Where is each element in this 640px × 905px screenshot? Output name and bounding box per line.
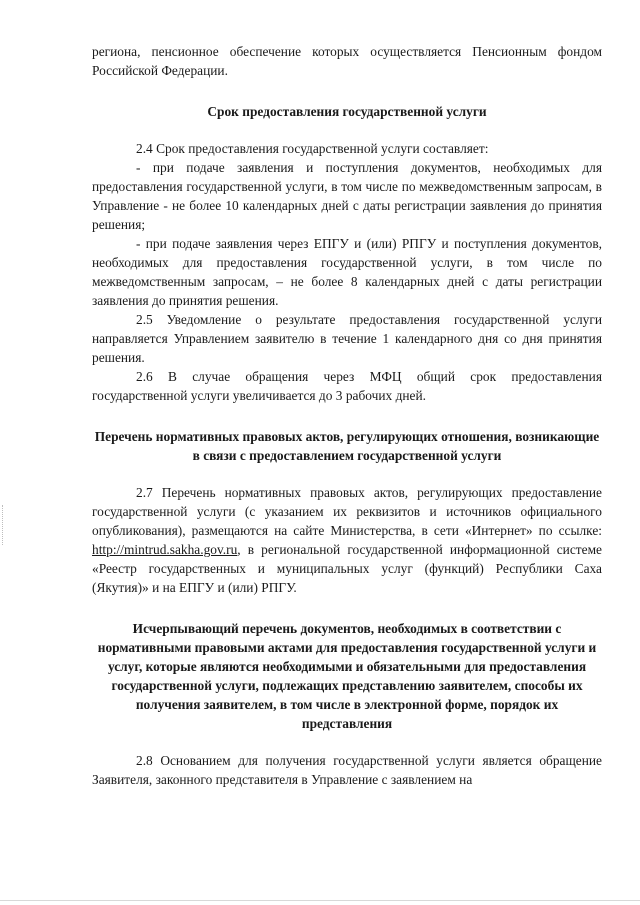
- document-page: [92, 42, 602, 789]
- ministry-site-link[interactable]: http://mintrud.sakha.gov.ru: [92, 542, 238, 557]
- paragraph-2-7-text-end: , в региональной государственной информационной системе «Реестр государственных и муниципальных услуг (функций) Республики Саха (Якутия)» и на ЕПГУ и (или) РПГУ.: [92, 542, 602, 595]
- paragraph-2-4-dash-1: - при подаче заявления и поступления документов, необходимых для предоставления государственной услуги, в том числе по межведомственным запросам, в Управление - не более 10 календарных дней с даты регистрации заявления до принятия решения;: [92, 160, 602, 232]
- heading-service-term: Срок предоставления государственной услуги: [207, 104, 487, 119]
- paragraph-2-8: 2.8 Основанием для получения государственной услуги является обращение Заявителя, законного представителя в Управление с заявлением на: [92, 753, 602, 787]
- paragraph-2-5: 2.5 Уведомление о результате предоставления государственной услуги направляется Управлением заявителю в течение 1 календарного дня со дня принятия решения.: [92, 312, 602, 365]
- paragraph-2-6: 2.6 В случае обращения через МФЦ общий срок предоставления государственной услуги увеличивается до 3 рабочих дней.: [92, 369, 602, 403]
- paragraph-2-4-dash-2: - при подаче заявления через ЕПГУ и (или) РПГУ и поступления документов, необходимых для предоставления государственной услуги, в том числе по межведомственным запросам, – не более 8 календарных дней с даты регистрации заявления до принятия решения.: [92, 236, 602, 308]
- heading-legal-acts: Перечень нормативных правовых актов, регулирующих отношения, возникающие в связи с предоставлением государственной услуги: [94, 429, 600, 463]
- heading-required-documents: Исчерпывающий перечень документов, необходимых в соответствии с нормативными правовыми актами для предоставления государственной услуги и услуг, которые являются необходимыми и обязательными для предоставления государственной услуги, подлежащих представлению заявителем, способы их получения заявителем, в том числе в электронной форме, порядок их представления: [97, 621, 597, 731]
- paragraph-2-7-text-start: 2.7 Перечень нормативных правовых актов, регулирующих предоставление государственной услуги (с указанием их реквизитов и источников официального опубликования), размещаются на сайте Министерства, в сети «Интернет» по ссылке:: [92, 485, 602, 538]
- scan-margin-marks: [2, 505, 6, 545]
- scan-bottom-edge: [0, 900, 640, 901]
- paragraph-2-4: 2.4 Срок предоставления государственной услуги составляет:: [136, 141, 489, 156]
- paragraph-2-7: [92, 483, 602, 597]
- intro-continuation: региона, пенсионное обеспечение которых осуществляется Пенсионным фондом Российской Федерации.: [92, 44, 602, 78]
